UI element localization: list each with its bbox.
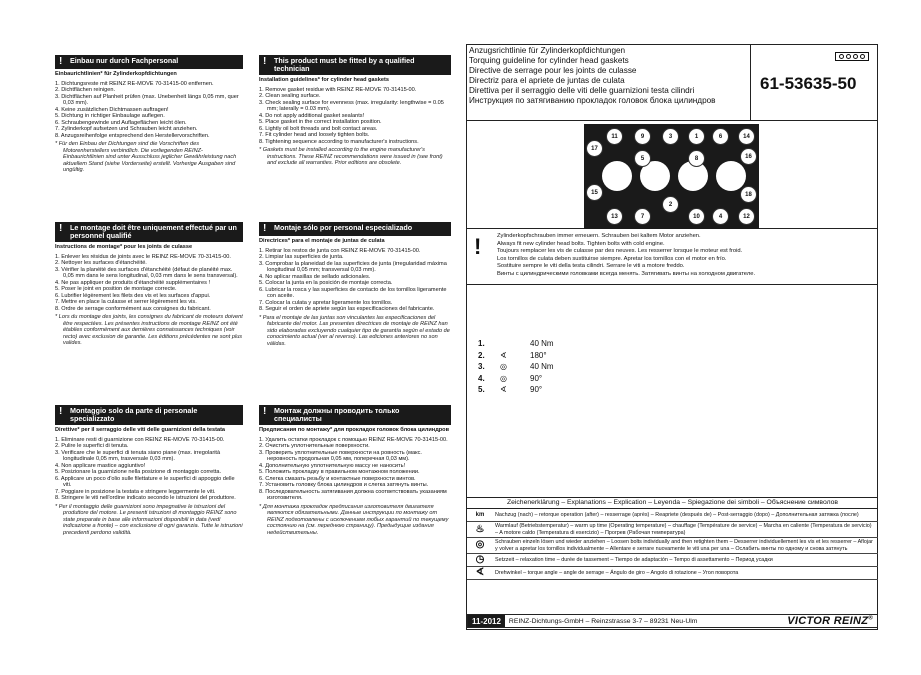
step: 5. Place gasket in the correct installation position. — [259, 119, 382, 125]
bolt-label: 1 — [688, 128, 705, 145]
warning-icon: ! — [474, 234, 482, 259]
step: 3. Проверить уплотнительные поверхности на ровность (макс. неровность продольная 0,05 мм, поперечная 0,03 мм). — [259, 449, 422, 462]
step: 6. Lubrifier légèrement les filets des vis et les surfaces d'appui. — [55, 292, 211, 299]
step: 5. Colocar la junta en la posición de montaje correcta. — [259, 280, 393, 286]
section-header: ! This product must be fitted by a qualified technician — [259, 55, 451, 75]
step-number: 3. — [478, 362, 485, 371]
steps-list — [55, 254, 243, 313]
warning-divider — [466, 284, 878, 285]
section-note: * Gaskets must be installed according to the engine manufacturer's instructions. These REINZ recommendations were issued in (see front) and exclude all warranties. Prior editions are obsolete. — [259, 147, 443, 166]
left-column-fr — [55, 222, 243, 347]
step: 4. Keine zusätzlichen Dichtmassen auftragen! — [55, 106, 169, 113]
title-line: Directriz para el apriete de juntas de culata — [469, 76, 625, 85]
step-number: 4. — [478, 373, 485, 383]
steps-list — [259, 248, 451, 313]
step: 6. Schraubengewinde und Auflageflächen leicht ölen. — [55, 119, 187, 126]
torque-angle-icon: ∢ — [475, 566, 485, 578]
step: 1. Retirar los restos de junta con REINZ RE-MOVE 70-31415-00. — [259, 247, 421, 254]
legend-row — [467, 509, 878, 522]
warning-icon: ! — [263, 56, 267, 67]
step: 4. Non applicare mastice aggiuntivo! — [55, 462, 146, 469]
title-divider — [466, 120, 878, 121]
step: 2. Pulire le superfici di tenuta. — [55, 443, 129, 449]
section-header: ! Монтаж должны проводить только специалисты — [259, 405, 451, 425]
torque-angle-icon: ∢ — [500, 350, 507, 360]
footer — [467, 614, 878, 628]
title-line: Инструкция по затягиванию прокладок головок блока цилиндров — [469, 96, 716, 105]
section-ru — [259, 405, 451, 536]
bolt-label: 16 — [740, 148, 757, 165]
step-number: 2. — [478, 350, 485, 360]
combustion-chamber — [602, 161, 632, 191]
steps-list — [259, 437, 451, 502]
step-icon — [500, 338, 530, 350]
loosen-retighten-icon: ◎ — [500, 373, 507, 383]
bolt-label: 13 — [606, 208, 623, 225]
bolt-label: 9 — [634, 128, 651, 145]
warning-text — [497, 233, 755, 278]
bolt-label: 3 — [662, 128, 679, 145]
section-note: * Para el montaje de las juntas son vinculantes las especificaciones del fabricante del motor. Las presentes directrices de montaje de REINZ han sido elaboradas excluyendo cualquier tipo de garantía según el estado de conocimiento actual (ver al reverso). Las ediciones anteriores no son válidas. — [259, 314, 450, 347]
torque-angle-icon: ∢ — [500, 385, 507, 394]
warning-icon: ! — [59, 56, 63, 67]
step: 2. Nettoyer les surfaces d'étanchéité. — [55, 260, 147, 266]
section-header: ! Le montage doit être uniquement effectué par un personnel qualifié — [55, 222, 243, 242]
title-line: Directive de serrage pour les joints de culasse — [469, 66, 637, 75]
step-number: 5. — [478, 385, 485, 394]
step: 6. Слегка смазать резьбу и контактные поверхности винтов. — [259, 475, 416, 482]
step: 7. Colocar la culata y apretar ligeramente los tornillos. — [259, 299, 393, 306]
step: 5. Poser le joint en position de montage correcte. — [55, 286, 177, 292]
section-note: * Per il montaggio delle guarnizioni sono impegnative le istruzioni del produttore del motore. Le presenti istruzioni di montaggio REINZ sono state preparate in base alle informazioni disponibili in data (vedi indicazione a fronte) – con esclusione di ogni garanzia. Tutte le istruzioni precedenti perdono validità. — [55, 503, 243, 536]
bolt-label: 2 — [662, 196, 679, 213]
loosen-retighten-icon: ◎ — [475, 539, 485, 551]
section-de — [55, 55, 243, 174]
warning-line: Zylinderkopfschrauben immer erneuern. Schrauben bei kaltem Motor anziehen. — [497, 233, 701, 239]
title-vdivider — [750, 44, 751, 120]
warning-line: Sostituire sempre le viti della testa cilindri. Serrare le viti a motore freddo. — [497, 263, 685, 269]
step: 3. Comprobar la planeidad de las superficies de junta (irregularidad máxima longitudinal 0,05 mm; transversal 0,03 mm). — [259, 260, 447, 273]
bolt-label: 6 — [712, 128, 729, 145]
tightening-step — [478, 350, 554, 362]
step: 8. Stringere le viti nell'ordine indicato secondo le istruzioni del produttore. — [55, 495, 236, 501]
tightening-step — [478, 361, 554, 373]
legend-text: Warmlauf (Betriebstemperatur) – warm up time (Operating temperature) – chauffage (Température de service) – Marcha en caliente (Temperatura de servicio) – A motore caldo (Temperatura di esercizio) – Прогрев (Рабочая температура) — [495, 523, 872, 536]
left-column — [55, 55, 243, 174]
tightening-steps — [478, 338, 554, 396]
bolt-label: 5 — [634, 150, 651, 167]
loosen-retighten-icon: ◎ — [500, 362, 507, 371]
symbol-legend — [467, 497, 878, 580]
warning-line: Винты с цилиндрическими головками всегда менять. Затягивать винты на холодном двигателе. — [497, 270, 756, 277]
warning-icon: ! — [59, 406, 63, 417]
issue-date: 11-2012 — [468, 615, 505, 627]
bolt-label: 12 — [738, 208, 755, 225]
step: 5. Posizionare la guarnizione nella posizione di montaggio corretta. — [55, 469, 222, 475]
warning-line: Toujours remplacer les vis de culasse par des neuves. Les resserrer lorsque le moteur est froid. — [497, 248, 743, 254]
warm-up-icon: ♨ — [475, 523, 485, 535]
step: 2. Limpiar las superficies de junta. — [259, 254, 344, 260]
bolt-label: 4 — [712, 208, 729, 225]
step: 2. Clean sealing surface. — [259, 93, 321, 99]
section-note: * Для монтажа прокладок предписания изготовителя двигателя являются обязательными. Данные инструкции по монтажу от REINZ подготовлены с исключением любых гарантий по текущему состоянию на (см. переднюю страницу). Предыдущие издания недействительны. — [259, 503, 449, 536]
step: 3. Vérifier la planéité des surfaces d'étanchéité (défaut de planéité max. 0,05 mm dans le sens longitudinal, 0,03 mm dans le sens transversal). — [55, 266, 238, 279]
warning-line: Always fit new cylinder head bolts. Tighten bolts with cold engine. — [497, 240, 665, 247]
step-value: 90° — [530, 373, 543, 383]
steps-list — [55, 437, 243, 502]
bolt-label: 18 — [740, 186, 757, 203]
step: 6. Lightly oil bolt threads and bolt contact areas. — [259, 125, 378, 132]
step: 2. Dichtflächen reinigen. — [55, 87, 116, 93]
step: 8. Seguir el orden de apriete según las especificaciones del fabricante. — [259, 306, 435, 312]
step: 4. Дополнительную уплотнительную массу не наносить! — [259, 462, 406, 469]
step: 6. Lubricar la rosca y las superficies de contacto de los tornillos ligeramente con aceite. — [259, 286, 447, 299]
section-header: ! Montaje sólo por personal especializado — [259, 222, 451, 236]
section-es — [259, 222, 451, 347]
middle-column-ru — [259, 405, 451, 536]
section-subtitle: Directrices* para el montaje de juntas de culata — [259, 238, 385, 244]
step: 8. Tightening sequence according to manufacturer's instructions. — [259, 138, 419, 145]
legend-title: Zeichenerklärung – Explanations – Explication – Leyenda – Spiegazione dei simboli – Объяснение символов — [467, 497, 878, 509]
step: 7. Fit cylinder head and loosely tighten bolts. — [259, 132, 370, 138]
step: 7. Zylinderkopf aufsetzen und Schrauben leicht anziehen. — [55, 126, 198, 132]
title-line: Anzugsrichtlinie für Zylinderkopfdichtungen — [469, 46, 626, 55]
bolt-label: 8 — [688, 150, 705, 167]
legend-text: Setzzeit – relaxation time – durée de tassement – Tiempo de adaptación – Tempo di assettamento – Период усадки — [495, 556, 773, 563]
warning-icon: ! — [263, 223, 267, 234]
section-note: * Lors du montage des joints, les consignes du fabricant de moteurs doivent être respectées. Les présentes instructions de montage REINZ ont été établies conformément aux dernières connaissances techniques (voir recto) avec exclusion de garantie. Les éditions précédentes ne sont plus valides. — [55, 314, 243, 346]
section-it — [55, 405, 243, 536]
step: 3. Dichtflächen auf Planheit prüfen (max. Unebenheit längs 0,05 mm, quer 0,03 mm). — [55, 93, 239, 106]
section-subtitle: Instructions de montage* pour les joints de culasse — [55, 244, 193, 250]
step: 1. Enlever les résidus de joints avec le REINZ RE-MOVE 70-31415-00. — [55, 253, 231, 260]
legend-row — [467, 554, 878, 567]
step: 2. Очистить уплотнительные поверхности. — [259, 443, 370, 449]
step: 1. Remove gasket residue with REINZ RE-MOVE 70-31415-00. — [259, 86, 417, 93]
middle-column-en — [259, 55, 451, 167]
warning-icon: ! — [263, 406, 267, 417]
tightening-step — [478, 384, 554, 396]
steps-list — [55, 81, 243, 140]
bolt-label: 14 — [738, 128, 755, 145]
part-number: 61-53635-50 — [760, 74, 857, 93]
section-note: * Für den Einbau der Dichtungen sind die Vorschriften des Motorenherstellers verbindlich. Die vorliegenden REINZ-Einbaurichtlinien sind unter Ausschluss jeglicher Gewährleistung nach aktuellem Stand (siehe Vorderseite) erstellt. Vorherige Ausgaben sind ungültig. — [55, 141, 237, 173]
step-value: 180° — [530, 350, 547, 360]
bolt-label: 17 — [586, 140, 603, 157]
bolt-label: 15 — [586, 184, 603, 201]
section-header: ! Montaggio solo da parte di personale specializzato — [55, 405, 243, 425]
step: 1. Eliminare resti di guarnizione con REINZ RE-MOVE 70-31415-00. — [55, 436, 225, 443]
left-column-it — [55, 405, 243, 536]
step: 8. Последовательность затягивания должна соответствовать указаниям изготовителя. — [259, 488, 447, 501]
warning-icon: ! — [59, 223, 63, 234]
company-address: REINZ-Dichtungs-GmbH – Reinzstrasse 3-7 – 89231 Neu-Ulm — [508, 617, 698, 625]
steps-list — [259, 87, 451, 146]
step: 4. No aplicar masillas de sellado adicionales. — [259, 273, 371, 280]
cylinder-head-diagram — [584, 124, 759, 229]
tightening-step — [478, 373, 554, 385]
legend-row — [467, 538, 878, 554]
step: 5. Положить прокладку в правильном монтажном положении. — [259, 469, 420, 475]
legend-row — [467, 567, 878, 580]
title-line: Torquing guideline for cylinder head gaskets — [469, 56, 629, 65]
step-value: 40 Nm — [530, 362, 554, 371]
section-subtitle: Einbaurichtlinien* für Zylinderkopfdichtungen — [55, 71, 177, 77]
step-value: 40 Nm — [530, 339, 554, 348]
step: 4. Ne pas appliquer de produits d'étanchéité supplémentaires ! — [55, 279, 210, 286]
warning-line: Los tornillos de culata deben sustituirse siempre. Apretar los tornillos con el motor en frío. — [497, 255, 727, 262]
bolt-label: 7 — [634, 208, 651, 225]
step: 8. Ordre de serrage conformément aux consignes du fabricant. — [55, 305, 211, 312]
legend-row — [467, 522, 878, 538]
step: 3. Check sealing surface for evenness (max. irregularity: lengthwise = 0.05 mm; laterally = 0.03 mm). — [259, 99, 444, 112]
section-subtitle: Installation guidelines* for cylinder head gaskets — [259, 77, 389, 83]
bolt-label: 10 — [688, 208, 705, 225]
step: 1. Dichtungsreste mit REINZ RE-MOVE 70-31415-00 entfernen. — [55, 80, 214, 87]
engine-cylinders-icon — [835, 52, 869, 61]
step: 6. Applicare un poco d'olio sulle filettature e le superfici di appoggio delle viti. — [55, 475, 235, 488]
tightening-step — [478, 338, 554, 350]
step: 4. Do not apply additional gasket sealants! — [259, 112, 365, 119]
step: 1. Удалить остатки прокладок с помощью REINZ RE-MOVE 70-31415-00. — [259, 436, 448, 443]
section-fr — [55, 222, 243, 347]
relaxation-time-icon: ◷ — [475, 553, 485, 565]
middle-column-es — [259, 222, 451, 347]
bolt-label: 11 — [606, 128, 623, 145]
guideline-titles — [469, 46, 716, 106]
section-subtitle: Direttive* per il serraggio delle viti delle guarnizioni della testata — [55, 427, 226, 433]
section-en — [259, 55, 451, 167]
retorque-km-icon: km — [475, 512, 485, 519]
step: 3. Verificare che le superfici di tenuta siano piane (max. irregolarità longitudinale 0,05 mm, trasversale 0,03 mm). — [55, 449, 221, 462]
legend-text: Drehwinkel – torque angle – angle de serrage – Ángulo de giro – Angolo di rotazione – Угол поворота — [495, 569, 739, 576]
step: 8. Anzugsreihenfolge entsprechend den Herstellervorschriften. — [55, 132, 210, 139]
step-number: 1. — [478, 339, 485, 348]
section-subtitle: Предписания по монтажу* для прокладок головок блока цилиндров — [259, 427, 450, 433]
legend-text: Nachzug (nach) – retorque operation (after) – resserrage (après) – Reapriete (después de) – Post-serraggio (dopo) – Дополнительная затяжка (после) — [495, 512, 859, 519]
combustion-chamber — [716, 161, 746, 191]
step: 7. Установить головку блока цилиндров и слегка затянуть винты. — [259, 482, 429, 488]
section-header: ! Einbau nur durch Fachpersonal — [55, 55, 243, 69]
step: 7. Poggiare in posizione la testata e stringere leggermente le viti. — [55, 488, 216, 495]
step-value: 90° — [530, 385, 543, 394]
victor-reinz-logo: VICTOR REINZ® — [787, 615, 873, 627]
step: 5. Dichtung in richtiger Einbaulage auflegen. — [55, 113, 165, 119]
step: 7. Mettre en place la culasse et serrer légèrement les vis. — [55, 299, 197, 305]
title-line: Direttiva per il serraggio delle viti delle guarnizioni testa cilindri — [469, 86, 695, 95]
legend-text: Schrauben einzeln lösen und wieder anziehen – Loosen bolts individually and then retighten them – Desserrer individuellement les vis et les resserrer – Aflojar y volver a apretar los tornillos individualmente – Allentare e serrare nuovamente le viti una per una – Ослабить винты по одному и снова затянуть — [495, 539, 873, 552]
